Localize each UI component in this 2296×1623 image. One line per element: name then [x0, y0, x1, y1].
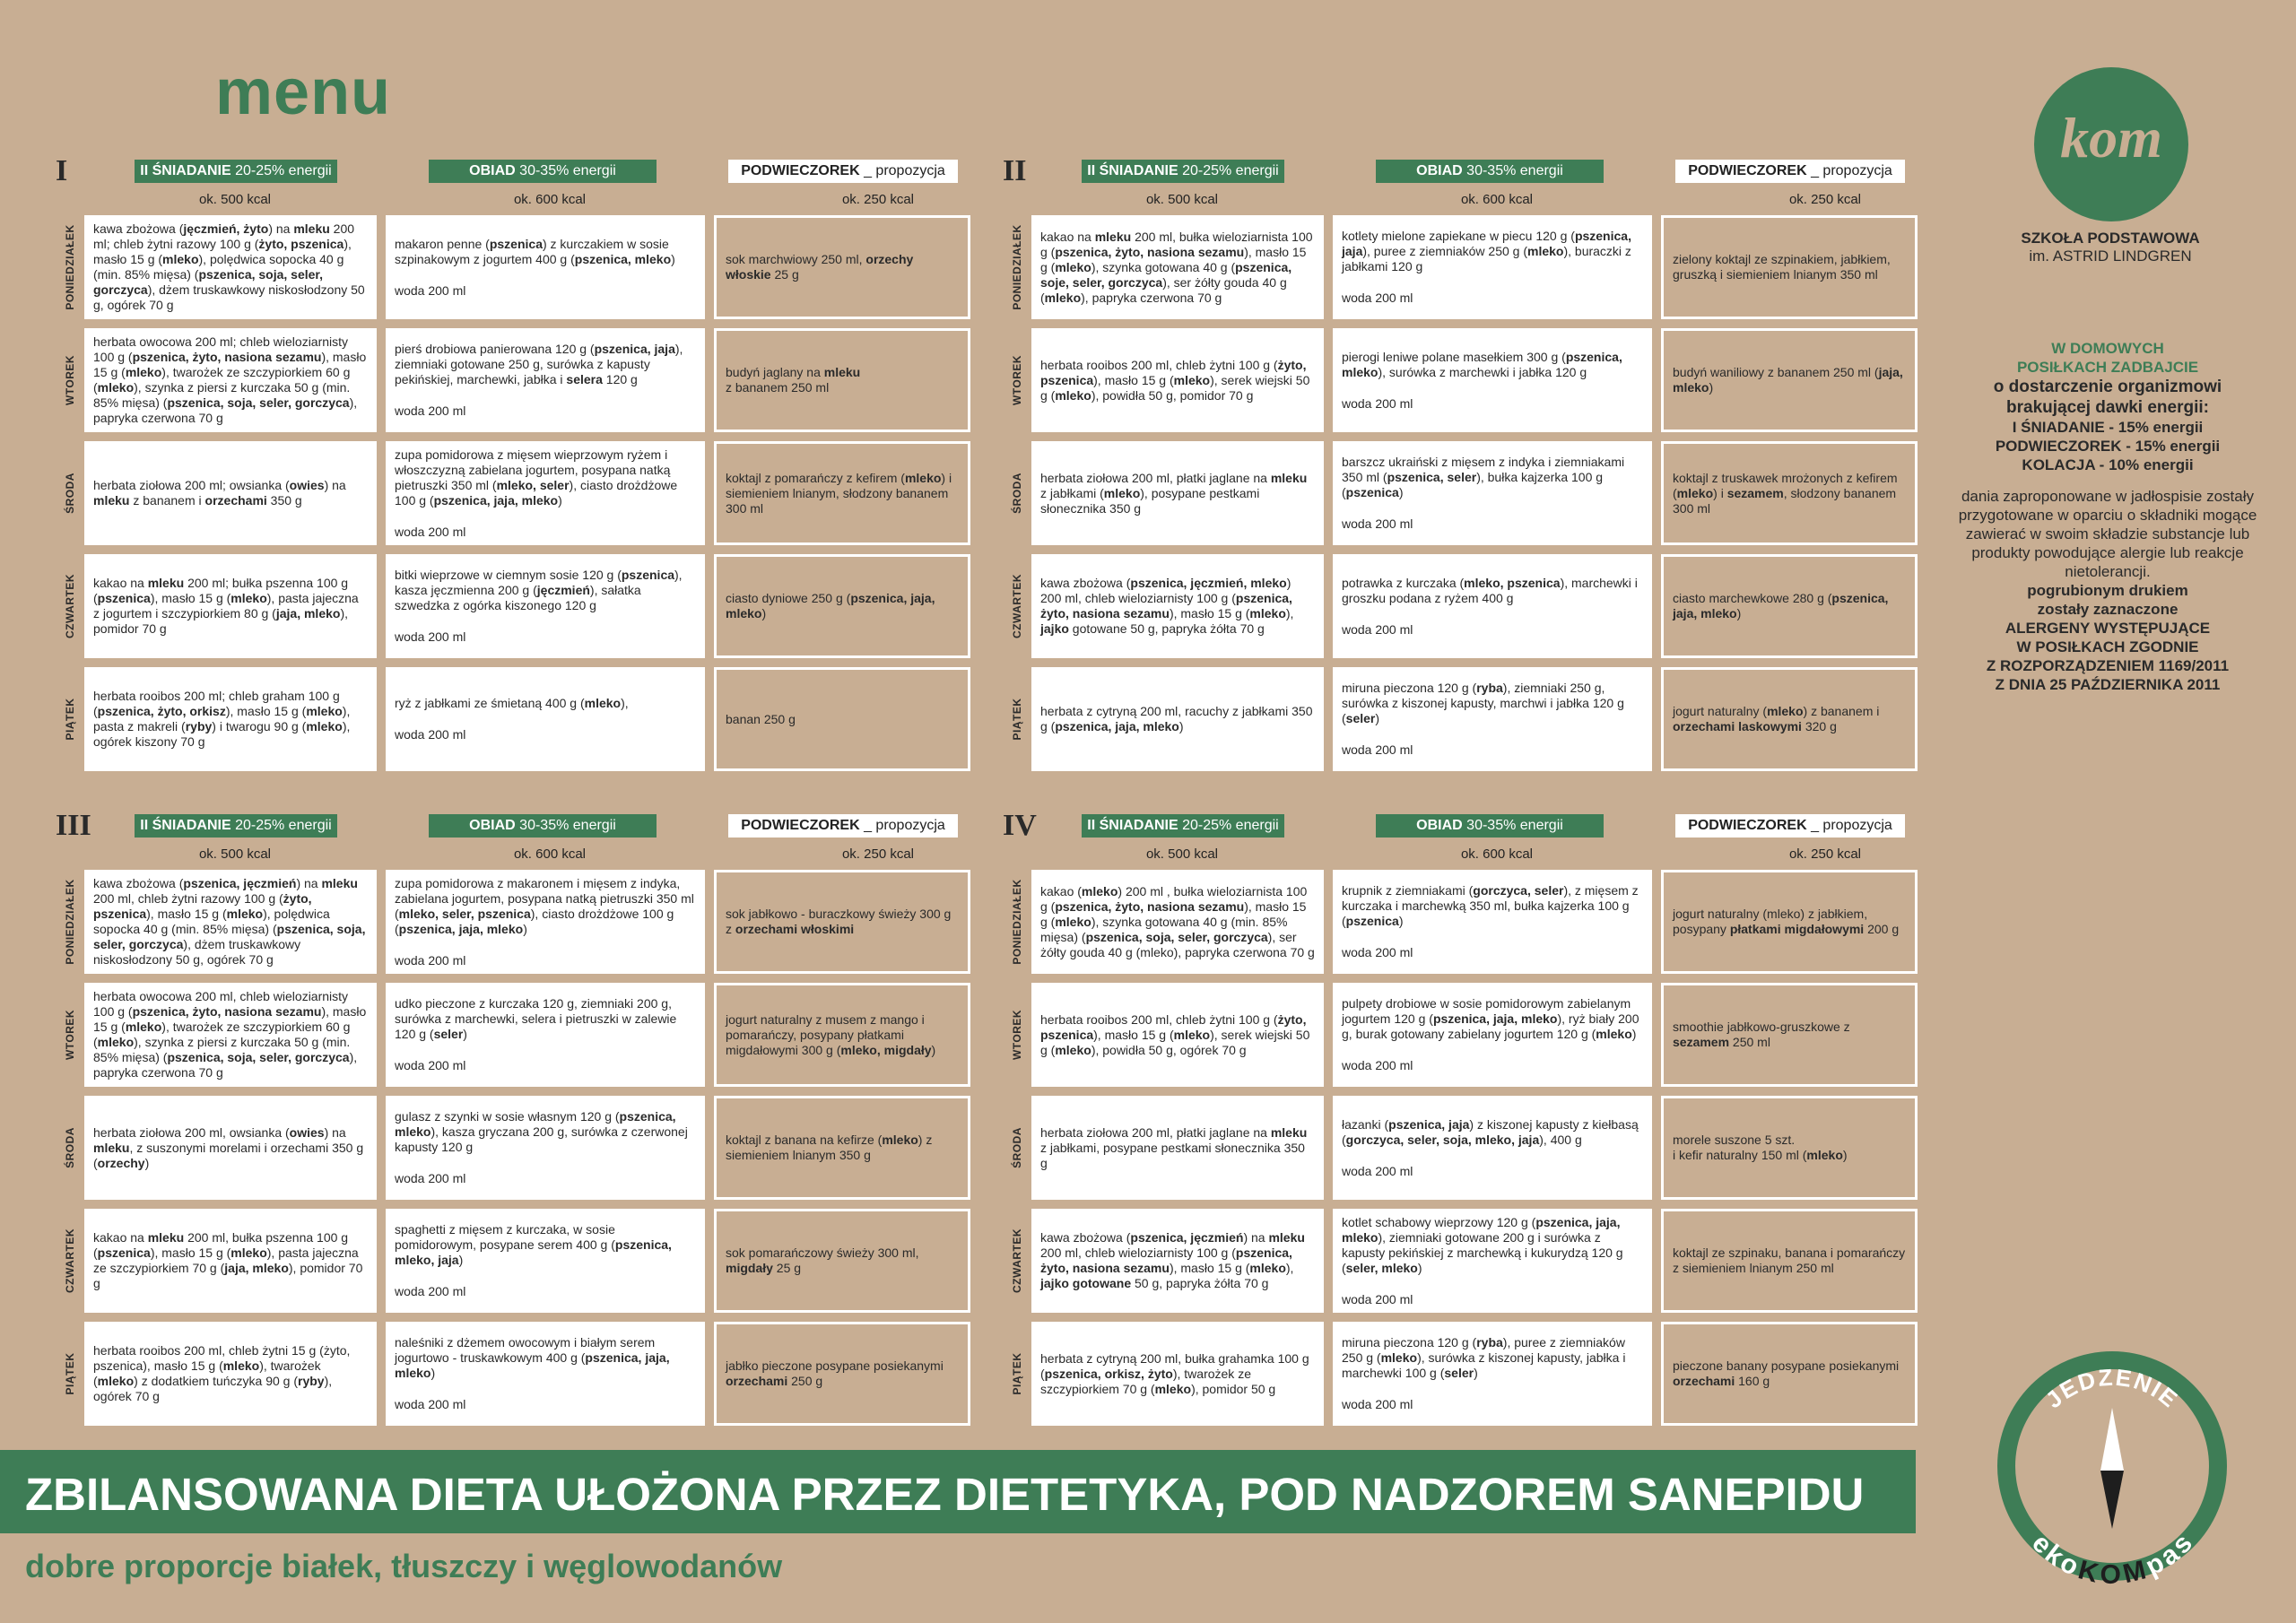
lunch-cell: kotlety mielone zapiekane w piecu 120 g (pszenica, jaja), puree z ziemniaków 250 g (mleko), buraczki z jabłkami 120 g woda 200 ml: [1333, 215, 1652, 319]
breakfast-cell: herbata z cytryną 200 ml, racuchy z jabłkami 350 g (pszenica, jaja, mleko): [1031, 667, 1324, 771]
breakfast-cell: herbata rooibos 200 ml, chleb żytni 15 g (żyto, pszenica), masło 15 g (mleko), twarożek (mleko) z dodatkiem tuńczyka 90 g (ryby), ogórek 70 g: [84, 1322, 377, 1426]
breakfast-cell: kakao na mleku 200 ml, bułka pszenna 100 g (pszenica), masło 15 g (mleko), pasta jajeczna ze szczypiorkiem 70 g (jaja, mleko), pomidor 70 g: [84, 1209, 377, 1313]
snack-kcal: ok. 250 kcal: [1788, 846, 1862, 862]
breakfast-cell: kawa zbożowa (pszenica, jęczmień, mleko) 200 ml, chleb wieloziarnisty 100 g (pszenica, żyto, nasiona sezamu), masło 15 g (mleko), jajko gotowane 50 g, papryka żółta 70 g: [1031, 554, 1324, 658]
water-note: woda 200 ml: [1342, 1397, 1413, 1411]
week-number: IV: [1003, 809, 1037, 842]
lunch-cell: pulpety drobiowe w sosie pomidorowym zabielanym jogurtem 120 g (pszenica, jaja, mleko), ryż biały 200 g, burak gotowany zabielany jogurtem 120 g (mleko) woda 200 ml: [1333, 983, 1652, 1087]
breakfast-kcal: ok. 500 kcal: [1145, 192, 1219, 207]
lunch-header: OBIAD 30-35% energii: [1376, 814, 1604, 838]
lunch-cell: miruna pieczona 120 g (ryba), ziemniaki 250 g, surówka z kiszonej kapusty, marchwi i jabłka 120 g (seler) woda 200 ml: [1333, 667, 1652, 771]
day-label: CZWARTEK: [64, 574, 76, 638]
day-label: ŚRODA: [1011, 1127, 1023, 1168]
breakfast-cell: kawa zbożowa (jęczmień, żyto) na mleku 200 ml; chleb żytni razowy 100 g (żyto, pszenica), masło 15 g (mleko), polędwica sopocka 40 g (min. 85% mięsa) (pszenica, soja, seler, gorczyca), dżem truskawkowy niskosłodzony 50 g, ogórek 70 g: [84, 215, 377, 319]
ekokompas-badge: [1991, 1345, 2233, 1587]
breakfast-cell: herbata ziołowa 200 ml, owsianka (owies) na mleku, z suszonymi morelami i orzechami 350 g (orzechy): [84, 1096, 377, 1200]
snack-header: PODWIECZOREK _ propozycja: [728, 814, 958, 838]
lunch-kcal: ok. 600 kcal: [1460, 846, 1534, 862]
water-note: woda 200 ml: [1342, 516, 1413, 531]
breakfast-cell: herbata rooibos 200 ml, chleb żytni 100 g (żyto, pszenica), masło 15 g (mleko), serek wiejski 50 g (mleko), powidła 50 g, pomidor 70 g: [1031, 328, 1324, 432]
lunch-cell: naleśniki z dżemem owocowym i białym serem jogurtowo - truskawkowym 400 g (pszenica, jaja, mleko) woda 200 ml: [386, 1322, 705, 1426]
snack-cell: banan 250 g: [714, 667, 970, 771]
snack-cell: smoothie jabłkowo-gruszkowe z sezamem 250 ml: [1661, 983, 1918, 1087]
diet-banner: ZBILANSOWANA DIETA UŁOŻONA PRZEZ DIETETYKA, POD NADZOREM SANEPIDU: [0, 1450, 1916, 1533]
day-label: PIĄTEK: [1011, 1352, 1023, 1395]
water-note: woda 200 ml: [395, 1171, 466, 1185]
breakfast-cell: kakao na mleku 200 ml, bułka wieloziarnista 100 g (pszenica, żyto, nasiona sezamu), masło 15 g (mleko), szynka gotowana 40 g (pszenica, soje, seler, gorczyca), ser żółty gouda 40 g (mleko), papryka czerwona 70 g: [1031, 215, 1324, 319]
day-label: ŚRODA: [64, 473, 76, 514]
snack-cell: pieczone banany posypane posiekanymi orzechami 160 g: [1661, 1322, 1918, 1426]
water-note: woda 200 ml: [1342, 1058, 1413, 1072]
day-label: WTOREK: [1011, 354, 1023, 406]
water-note: woda 200 ml: [1342, 291, 1413, 305]
breakfast-cell: kawa zbożowa (pszenica, jęczmień) na mleku 200 ml, chleb wieloziarnisty 100 g (pszenica, żyto, nasiona sezamu), masło 15 g (mleko), jajko gotowane 50 g, papryka żółta 70 g: [1031, 1209, 1324, 1313]
lunch-kcal: ok. 600 kcal: [513, 192, 587, 207]
lunch-cell: ryż z jabłkami ze śmietaną 400 g (mleko), woda 200 ml: [386, 667, 705, 771]
breakfast-cell: herbata rooibos 200 ml; chleb graham 100 g (pszenica, żyto, orkisz), masło 15 g (mleko), pasta z makreli (ryby) i twarogu 90 g (mleko), ogórek kiszony 70 g: [84, 667, 377, 771]
snack-cell: koktajl ze szpinaku, banana i pomarańczy z siemieniem lnianym 250 ml: [1661, 1209, 1918, 1313]
day-label: PONIEDZIAŁEK: [1011, 224, 1023, 310]
week-3: [56, 809, 997, 1496]
snack-cell: koktajl z banana na kefirze (mleko) z siemieniem lnianym 350 g: [714, 1096, 970, 1200]
page-title: menu: [215, 56, 392, 128]
snack-cell: jogurt naturalny (mleko) z bananem i orzechami laskowymi 320 g: [1661, 667, 1918, 771]
breakfast-cell: kakao (mleko) 200 ml , bułka wieloziarnista 100 g (pszenica, żyto, nasiona sezamu), masło 15 g (mleko), szynka gotowana 40 g (min. 85% mięsa) (pszenica, soja, seler, gorczyca), ser żółty gouda 40 g (mleko), papryka czerwona 70 g: [1031, 870, 1324, 974]
breakfast-header: II ŚNIADANIE 20-25% energii: [135, 160, 337, 183]
snack-cell: sok marchwiowy 250 ml, orzechy włoskie 25 g: [714, 215, 970, 319]
snack-cell: zielony koktajl ze szpinakiem, jabłkiem, gruszką i siemieniem lnianym 350 ml: [1661, 215, 1918, 319]
water-note: woda 200 ml: [395, 1397, 466, 1411]
snack-cell: morele suszone 5 szt. i kefir naturalny 150 ml (mleko): [1661, 1096, 1918, 1200]
lunch-cell: spaghetti z mięsem z kurczaka, w sosie pomidorowym, posypane serem 400 g (pszenica, mleko, jaja) woda 200 ml: [386, 1209, 705, 1313]
water-note: woda 200 ml: [1342, 395, 1413, 411]
lunch-cell: krupnik z ziemniakami (gorczyca, seler), z mięsem z kurczaka i marchewką 350 ml, bułka kajzerka 100 g (pszenica) woda 200 ml: [1333, 870, 1652, 974]
breakfast-cell: herbata ziołowa 200 ml, płatki jaglane na mleku z jabłkami, posypane pestkami słonecznika 350 g: [1031, 1096, 1324, 1200]
water-note: woda 200 ml: [395, 524, 466, 539]
water-note: woda 200 ml: [395, 952, 466, 968]
day-label: PONIEDZIAŁEK: [1011, 879, 1023, 965]
week-4: [1003, 809, 1944, 1496]
week-1: [56, 154, 997, 841]
breakfast-header: II ŚNIADANIE 20-25% energii: [1082, 160, 1284, 183]
water-note: woda 200 ml: [1342, 1163, 1413, 1178]
lunch-kcal: ok. 600 kcal: [1460, 192, 1534, 207]
week-number: II: [1003, 154, 1027, 187]
water-note: woda 200 ml: [395, 1058, 466, 1072]
snack-cell: jogurt naturalny (mleko) z jabłkiem, posypany płatkami migdałowymi 200 g: [1661, 870, 1918, 974]
lunch-header: OBIAD 30-35% energii: [429, 160, 657, 183]
snack-cell: koktajl z truskawek mrożonych z kefirem (mleko) i sezamem, słodzony bananem 300 ml: [1661, 441, 1918, 545]
school-name: SZKOŁA PODSTAWOWA im. ASTRID LINDGREN: [2021, 230, 2200, 265]
snack-cell: budyń waniliowy z bananem 250 ml (jaja, mleko): [1661, 328, 1918, 432]
day-label: PONIEDZIAŁEK: [64, 879, 76, 965]
water-note: woda 200 ml: [395, 1284, 466, 1298]
snack-cell: sok pomarańczowy świeży 300 ml, migdały 25 g: [714, 1209, 970, 1313]
week-number: I: [56, 154, 68, 187]
lunch-cell: potrawka z kurczaka (mleko, pszenica), marchewki i groszku podana z ryżem 400 g woda 200 ml: [1333, 554, 1652, 658]
day-label: WTOREK: [64, 354, 76, 406]
lunch-cell: makaron penne (pszenica) z kurczakiem w sosie szpinakowym z jogurtem 400 g (pszenica, mleko) woda 200 ml: [386, 215, 705, 319]
snack-cell: budyń jaglany na mleku z bananem 250 ml: [714, 328, 970, 432]
snack-cell: ciasto dyniowe 250 g (pszenica, jaja, mleko): [714, 554, 970, 658]
lunch-kcal: ok. 600 kcal: [513, 846, 587, 862]
snack-cell: sok jabłkowo - buraczkowy świeży 300 g z orzechami włoskimi: [714, 870, 970, 974]
day-label: PIĄTEK: [1011, 698, 1023, 741]
lunch-cell: udko pieczone z kurczaka 120 g, ziemniaki 200 g, surówka z marchewki, selera i pietruszki w zalewie 120 g (seler) woda 200 ml: [386, 983, 705, 1087]
snack-cell: ciasto marchewkowe 280 g (pszenica, jaja, mleko): [1661, 554, 1918, 658]
day-label: WTOREK: [1011, 1009, 1023, 1061]
breakfast-cell: herbata owocowa 200 ml; chleb wieloziarnisty 100 g (pszenica, żyto, nasiona sezamu), masło 15 g (mleko), twarożek ze szczypiorkiem 60 g (mleko), szynka z piersi z kurczaka 50 g (min. 85% mięsa) (pszenica, soja, seler, gorczyca), papryka czerwona 70 g: [84, 328, 377, 432]
breakfast-kcal: ok. 500 kcal: [198, 192, 272, 207]
snack-kcal: ok. 250 kcal: [1788, 192, 1862, 207]
water-note: woda 200 ml: [395, 282, 466, 298]
snack-kcal: ok. 250 kcal: [841, 192, 915, 207]
lunch-header: OBIAD 30-35% energii: [429, 814, 657, 838]
breakfast-kcal: ok. 500 kcal: [198, 846, 272, 862]
lunch-cell: zupa pomidorowa z mięsem wieprzowym ryżem i włoszczyzną zabielana jogurtem, posypana natką pietruszki 350 ml (mleko, seler), ciasto drożdżowe 100 g (pszenica, jaja, mleko) woda 200 ml: [386, 441, 705, 545]
day-label: CZWARTEK: [1011, 1228, 1023, 1293]
day-label: ŚRODA: [1011, 473, 1023, 514]
water-note: woda 200 ml: [1342, 742, 1413, 757]
week-2: [1003, 154, 1944, 841]
water-note: woda 200 ml: [1342, 621, 1413, 637]
breakfast-header: II ŚNIADANIE 20-25% energii: [135, 814, 337, 838]
water-note: woda 200 ml: [395, 404, 466, 418]
lunch-cell: kotlet schabowy wieprzowy 120 g (pszenica, jaja, mleko), ziemniaki gotowane 200 g i surówka z kapusty pekińskiej z marchewką i kukurydzą 120 g (seler, mleko) woda 200 ml: [1333, 1209, 1652, 1313]
snack-header: PODWIECZOREK _ propozycja: [1675, 814, 1905, 838]
breakfast-cell: herbata z cytryną 200 ml, bułka grahamka 100 g (pszenica, orkisz, żyto), twarożek ze szczypiorkiem 70 g (mleko), pomidor 50 g: [1031, 1322, 1324, 1426]
allergen-info: W DOMOWYCH POSIŁKACH ZADBAJCIE o dostarczenie organizmowi brakującej dawki energii: I ŚNIADANIE - 15% energii PODWIECZOREK - 15% energii KOLACJA - 10% energii dania zaproponowane w jadłospisie zostały przygotowane w oparciu o składniki mogące zawierać w swoim składzie substancje lub produkty powodujące alergie lub reakcje nietolerancji. pogrubionym drukiem zostały zaznaczone ALERGENY WYSTĘPUJĄCE W POSIŁKACH ZGODNIE Z ROZPORZĄDZENIEM 1169/2011 Z DNIA 25 PAŹDZIERNIKA 2011: [1958, 340, 2257, 693]
lunch-cell: bitki wieprzowe w ciemnym sosie 120 g (pszenica), kasza jęczmienna 200 g (jęczmień), sałatka szwedzka z ogórka kiszonego 120 g woda 200 ml: [386, 554, 705, 658]
lunch-cell: miruna pieczona 120 g (ryba), puree z ziemniaków 250 g (mleko), surówka z kiszonej kapusty, jabłka i marchewki 100 g (seler) woda 200 ml: [1333, 1322, 1652, 1426]
badge-top-text: JEDZENIE: [2039, 1363, 2184, 1414]
lunch-cell: zupa pomidorowa z makaronem i mięsem z indyka, zabielana jogurtem, posypana natką pietruszki 350 ml (mleko, seler, pszenica), ciasto drożdżowe 100 g (pszenica, jaja, mleko) woda 200 ml: [386, 870, 705, 974]
day-label: PIĄTEK: [64, 1352, 76, 1395]
snack-cell: jogurt naturalny z musem z mango i pomarańczy, posypany płatkami migdałowymi 300 g (mleko, migdały): [714, 983, 970, 1087]
lunch-cell: gulasz z szynki w sosie własnym 120 g (pszenica, mleko), kasza gryczana 200 g, surówka z czerwonej kapusty 120 g woda 200 ml: [386, 1096, 705, 1200]
breakfast-kcal: ok. 500 kcal: [1145, 846, 1219, 862]
lunch-cell: łazanki (pszenica, jaja) z kiszonej kapusty z kiełbasą (gorczyca, seler, soja, mleko, jaja), 400 g woda 200 ml: [1333, 1096, 1652, 1200]
breakfast-cell: herbata rooibos 200 ml, chleb żytni 100 g (żyto, pszenica), masło 15 g (mleko), serek wiejski 50 g (mleko), powidła 50 g, ogórek 70 g: [1031, 983, 1324, 1087]
snack-header: PODWIECZOREK _ propozycja: [728, 160, 958, 183]
lunch-header: OBIAD 30-35% energii: [1376, 160, 1604, 183]
lunch-cell: pierogi leniwe polane masełkiem 300 g (pszenica, mleko), surówka z marchewki i jabłka 120 g woda 200 ml: [1333, 328, 1652, 432]
snack-kcal: ok. 250 kcal: [841, 846, 915, 862]
water-note: woda 200 ml: [395, 629, 466, 644]
kom-logo: kom: [2034, 67, 2188, 221]
breakfast-header: II ŚNIADANIE 20-25% energii: [1082, 814, 1284, 838]
water-note: woda 200 ml: [1342, 945, 1413, 959]
day-label: PONIEDZIAŁEK: [64, 224, 76, 310]
day-label: WTOREK: [64, 1009, 76, 1061]
lunch-cell: pierś drobiowa panierowana 120 g (pszenica, jaja), ziemniaki gotowane 250 g, surówka z kapusty pekińskiej, marchewki, jabłka i selera 120 g woda 200 ml: [386, 328, 705, 432]
day-label: CZWARTEK: [1011, 574, 1023, 638]
breakfast-cell: kawa zbożowa (pszenica, jęczmień) na mleku 200 ml, chleb żytni razowy 100 g (żyto, pszenica), masło 15 g (mleko), polędwica sopocka 40 g (min. 85% mięsa) (pszenica, soja, seler, gorczyca), dżem truskawkowy niskosłodzony 50 g, ogórek 70 g: [84, 870, 377, 974]
breakfast-cell: kakao na mleku 200 ml; bułka pszenna 100 g (pszenica), masło 15 g (mleko), pasta jajeczna z jogurtem i szczypiorkiem 80 g (jaja, mleko), pomidor 70 g: [84, 554, 377, 658]
day-label: ŚRODA: [64, 1127, 76, 1168]
water-note: woda 200 ml: [1342, 1291, 1413, 1306]
breakfast-cell: herbata owocowa 200 ml, chleb wieloziarnisty 100 g (pszenica, żyto, nasiona sezamu), masło 15 g (mleko), twarożek ze szczypiorkiem 60 g (mleko), szynka z piersi z kurczaka 50 g (min. 85% mięsa) (pszenica, soja, seler, gorczyca), papryka czerwona 70 g: [84, 983, 377, 1087]
week-number: III: [56, 809, 91, 842]
lunch-cell: barszcz ukraiński z mięsem z indyka i ziemniakami 350 ml (pszenica, seler), bułka kajzerka 100 g (pszenica) woda 200 ml: [1333, 441, 1652, 545]
water-note: woda 200 ml: [395, 727, 466, 742]
svg-text:ekoKOMpas: ekoKOMpas: [2026, 1528, 2198, 1587]
breakfast-cell: herbata ziołowa 200 ml; owsianka (owies) na mleku z bananem i orzechami 350 g: [84, 441, 377, 545]
snack-header: PODWIECZOREK _ propozycja: [1675, 160, 1905, 183]
breakfast-cell: herbata ziołowa 200 ml, płatki jaglane na mleku z jabłkami (mleko), posypane pestkami słonecznika 350 g: [1031, 441, 1324, 545]
snack-cell: koktajl z pomarańczy z kefirem (mleko) i siemieniem lnianym, słodzony bananem 300 ml: [714, 441, 970, 545]
day-label: PIĄTEK: [64, 698, 76, 741]
day-label: CZWARTEK: [64, 1228, 76, 1293]
tagline: dobre proporcje białek, tłuszczy i węglowodanów: [25, 1548, 783, 1584]
snack-cell: jabłko pieczone posypane posiekanymi orzechami 250 g: [714, 1322, 970, 1426]
